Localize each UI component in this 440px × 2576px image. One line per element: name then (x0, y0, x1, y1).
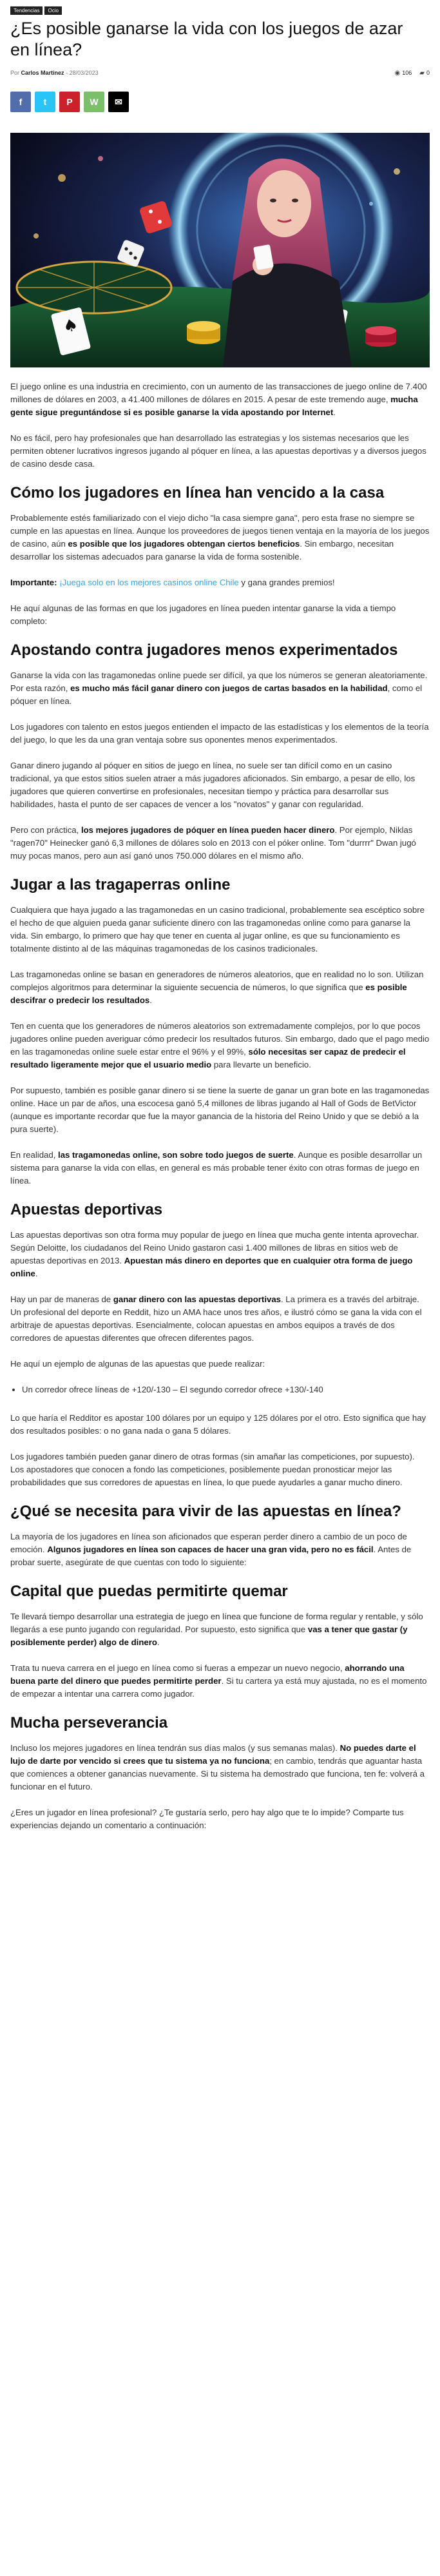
paragraph: Incluso los mejores jugadores en línea tendrán sus días malos (y sus semanas malas). No puedes darte el lujo de darte por vencido si crees que tu sistema ya no funciona; en cambio, tendrás que aguantar hasta que comiences a obtener ganancias nuevamente. Si tu sistema ha demostrado que funciona, ten fe: volverá a funcionar en el futuro. (10, 1743, 425, 1791)
email-icon: ✉ (115, 96, 122, 107)
section-heading: Cómo los jugadores en línea han vencido a la casa (10, 484, 385, 502)
whatsapp-icon: W (90, 97, 99, 107)
paragraph: La mayoría de los jugadores en línea son aficionados que esperan perder dinero a cambio de un poco de emoción. Algunos jugadores en línea son capaces de hacer una gran vida, pero no es fácil. Antes de probar suerte, asegúrate de que cuentas con todo lo siguiente: (10, 1532, 412, 1567)
section-heading: Jugar a las tragaperras online (10, 876, 231, 893)
paragraph: Importante: ¡Juega solo en los mejores casinos online Chile y gana grandes premios! (10, 578, 335, 587)
comment-icon: ▰ (419, 70, 425, 77)
pinterest-share-button[interactable] (59, 92, 80, 112)
article-title: ¿Es posible ganarse la vida con los juegos de azar en línea? (10, 19, 403, 59)
section-heading: Apostando contra jugadores menos experimentados (10, 641, 398, 659)
paragraph: En realidad, las tragamonedas online, son sobre todo juegos de suerte. Aunque es posible desarrollar un sistema para ganarse la vida con ellas, en general es más probable tener éxito con otras formas de juego en línea. (10, 1150, 423, 1186)
paragraph: Te llevará tiempo desarrollar una estrategia de juego en línea que funcione de forma regular y rentable, y sólo llegarás a ese punto jugando con regularidad. Por supuesto, esto significa que vas a tener que gastar (y posiblemente perder) algo de dinero. (10, 1612, 423, 1647)
section-heading: Mucha perseverancia (10, 1714, 168, 1732)
byline-prefix: Por (10, 70, 20, 76)
paragraph: Por supuesto, también es posible ganar dinero si se tiene la suerte de ganar un gran bote en las tragamonedas online. Hace un par de años, una escocesa ganó 5,4 millones de libras jugando al Hall of Gods de BetVictor (aunque es importante recordar que fue la mayor ganancia de la historia del Reino Unido y que se debió a la pura suerte). (10, 1086, 430, 1134)
views-count: ◉ 106 (394, 70, 412, 77)
paragraph: He aquí algunas de las formas en que los jugadores en línea pueden intentar ganarse la vida a tiempo completo: (10, 603, 396, 626)
publish-date: 28/03/2023 (69, 70, 99, 76)
hero-image (10, 133, 430, 367)
paragraph: Los jugadores con talento en estos juegos entienden el impacto de las estadísticas y los elementos de la teoría del juego, lo que les da una gran ventaja sobre sus oponentes menos experimentados. (10, 722, 429, 745)
casinos-link[interactable]: ¡Juega solo en los mejores casinos online Chile (59, 578, 239, 587)
paragraph: Hay un par de maneras de ganar dinero con las apuestas deportivas. La primera es a través del arbitraje. Un profesional del deporte en Reddit, hizo un AMA hace unos tres años, e ilustró cómo se gana la vida con el arbitraje de apuestas deportivas. Esencialmente, colocan apuestas en ambos equipos a través de dos corredores de apuestas diferentes que ofrecen diferentes pagos. (10, 1294, 422, 1343)
tag-tendencias[interactable]: Tendencias (10, 6, 43, 15)
paragraph: No es fácil, pero hay profesionales que han desarrollado las estrategias y los sistemas necesarios que les permiten obtener lucrativos ingresos jugando al póquer en línea, a las apuestas deportivas y a diversos juegos de casino desde casa. (10, 433, 426, 469)
twitter-share-button[interactable] (35, 92, 55, 112)
paragraph: Ganar dinero jugando al póquer en sitios de juego en línea, no suele ser tan difícil como en un casino tradicional, ya que estos sitios suelen atraer a más jugadores aficionados. Sin embargo, a pesar de ello, los jugadores que quieren convertirse en profesionales, necesitan tiempo y práctica para desarrollar sus habilidades, hasta el punto de ser capaces de vencer a los "novatos" y ganar con regularidad. (10, 761, 416, 809)
share-buttons (10, 92, 129, 112)
tag-ocio[interactable]: Ocio (44, 6, 61, 15)
twitter-icon: t (43, 97, 47, 107)
pinterest-icon: P (66, 97, 73, 107)
comments-count[interactable]: ▰ 0 (419, 70, 430, 77)
list-item: • Un corredor ofrece líneas de +120/-130 – El segundo corredor ofrece +130/-140 (22, 1383, 430, 1396)
facebook-icon: f (19, 97, 23, 107)
section-heading: Capital que puedas permitirte quemar (10, 1583, 288, 1600)
facebook-share-button[interactable] (10, 92, 31, 112)
meta-separator: - (66, 70, 68, 76)
paragraph: Cualquiera que haya jugado a las tragamonedas en un casino tradicional, probablemente sea escéptico sobre el hecho de que alguien pueda ganar suficiente dinero con las tragamonedas online como para ganarse la vida. Sin embargo, lo primero que hay que tener en cuenta al jugar online, es que su funcionamiento es totalmente distinto al de las máquinas tragamonedas de los casinos tradicionales. (10, 905, 425, 953)
article-body (10, 380, 430, 1845)
email-share-button[interactable] (108, 92, 129, 112)
paragraph: Pero con práctica, los mejores jugadores de póquer en línea pueden hacer dinero. Por ejemplo, Niklas "ragen70" Heinecker ganó 6,3 millones de dólares solo en 2013 con el póker online. Tom "durrrr" Dwan jugó muy pocas manos, pero aun así ganó unos 750.000 dólares en el mismo año. (10, 825, 416, 861)
svg-text:♠: ♠ (61, 315, 81, 338)
section-heading: ¿Qué se necesita para vivir de las apuestas en línea? (10, 1503, 401, 1520)
category-tags (10, 6, 62, 15)
paragraph: Lo que haría el Redditor es apostar 100 dólares por un equipo y 125 dólares por el otro. Esto significa que hay dos resultados posibles: o no gana nada o gana 5 dólares. (10, 1413, 426, 1436)
paragraph: Trata tu nueva carrera en el juego en línea como si fueras a empezar un nuevo negocio, ahorrando una buena parte del dinero que puedes permitirte perder. Si tu cartera ya está muy ajustada, no es el momento de empezar a intentar una carrera como jugador. (10, 1663, 427, 1699)
whatsapp-share-button[interactable] (84, 92, 104, 112)
paragraph: Probablemente estés familiarizado con el viejo dicho "la casa siempre gana", pero esta frase no siempre se cumple en las apuestas en línea. Aunque los proveedores de juegos tienen ventaja en la mayoría de los juegos de casino, aún es posible que los jugadores obtengan ciertos beneficios. Sin embargo, necesitan desarrollar los sistemas adecuados para ganarse la vida de forma sostenible. (10, 513, 430, 561)
paragraph: He aquí un ejemplo de algunas de las apuestas que puede realizar: (10, 1359, 265, 1369)
paragraph: Ganarse la vida con las tragamonedas online puede ser difícil, ya que los números se generan aleatoriamente. Por esta razón, es mucho más fácil ganar dinero con juegos de cartas basados en la habilidad, como el póquer en línea. (10, 670, 428, 706)
paragraph: ¿Eres un jugador en línea profesional? ¿Te gustaría serlo, pero hay algo que te lo impide? Comparte tus experiencias dejando un comentario a continuación: (10, 1808, 404, 1830)
meta-stats (395, 70, 430, 77)
author-link[interactable]: Carlos Martinez (21, 70, 64, 76)
paragraph: Las tragamonedas online se basan en generadores de números aleatorios, que en realidad no lo son. Utilizan complejos algoritmos para determinar la siguiente secuencia de números, lo que significa que es posible descifrar o predecir los resultados. (10, 970, 424, 1005)
eye-icon: ◉ (394, 70, 401, 77)
paragraph: Ten en cuenta que los generadores de números aleatorios son extremadamente complejos, por lo que pocos jugadores online pueden averiguar cómo predecir los resultados futuros. Sin embargo, dado que el pago medio en las tragamonedas online suele estar entre el 96% y el 99%, sólo necesitas ser capaz de predecir el resultado ligeramente mejor que el usuario medio para llevarte un beneficio. (10, 1021, 430, 1069)
paragraph: Los jugadores también pueden ganar dinero de otras formas (sin amañar las competiciones, por supuesto). Los apostadores que conocen a fondo las competiciones, posiblemente puedan pronosticar mejor las probabilidades que sus corredores de apuestas en línea, lo que puede ayudarles a ganar mucho dinero. (10, 1452, 415, 1487)
paragraph: El juego online es una industria en crecimiento, con un aumento de las transacciones de juego online de 7.400 millones de dólares en 2003, a 41.400 millones de dólares en 2015. A pesar de este tremendo auge, mucha gente sigue preguntándose si es posible ganarse la vida apostando por Internet. (10, 382, 427, 417)
article-meta (10, 70, 430, 79)
bullet-list (22, 1383, 430, 1396)
paragraph: Las apuestas deportivas son otra forma muy popular de juego en línea que mucha gente intenta aprovechar. Según Deloitte, los ciudadanos del Reino Unido gastaron casi 1.400 millones de libras en sitios web de apuestas deportivas en 2013. Apuestan más dinero en deportes que en cualquier otra forma de juego online. (10, 1230, 419, 1278)
section-heading: Apuestas deportivas (10, 1201, 163, 1218)
